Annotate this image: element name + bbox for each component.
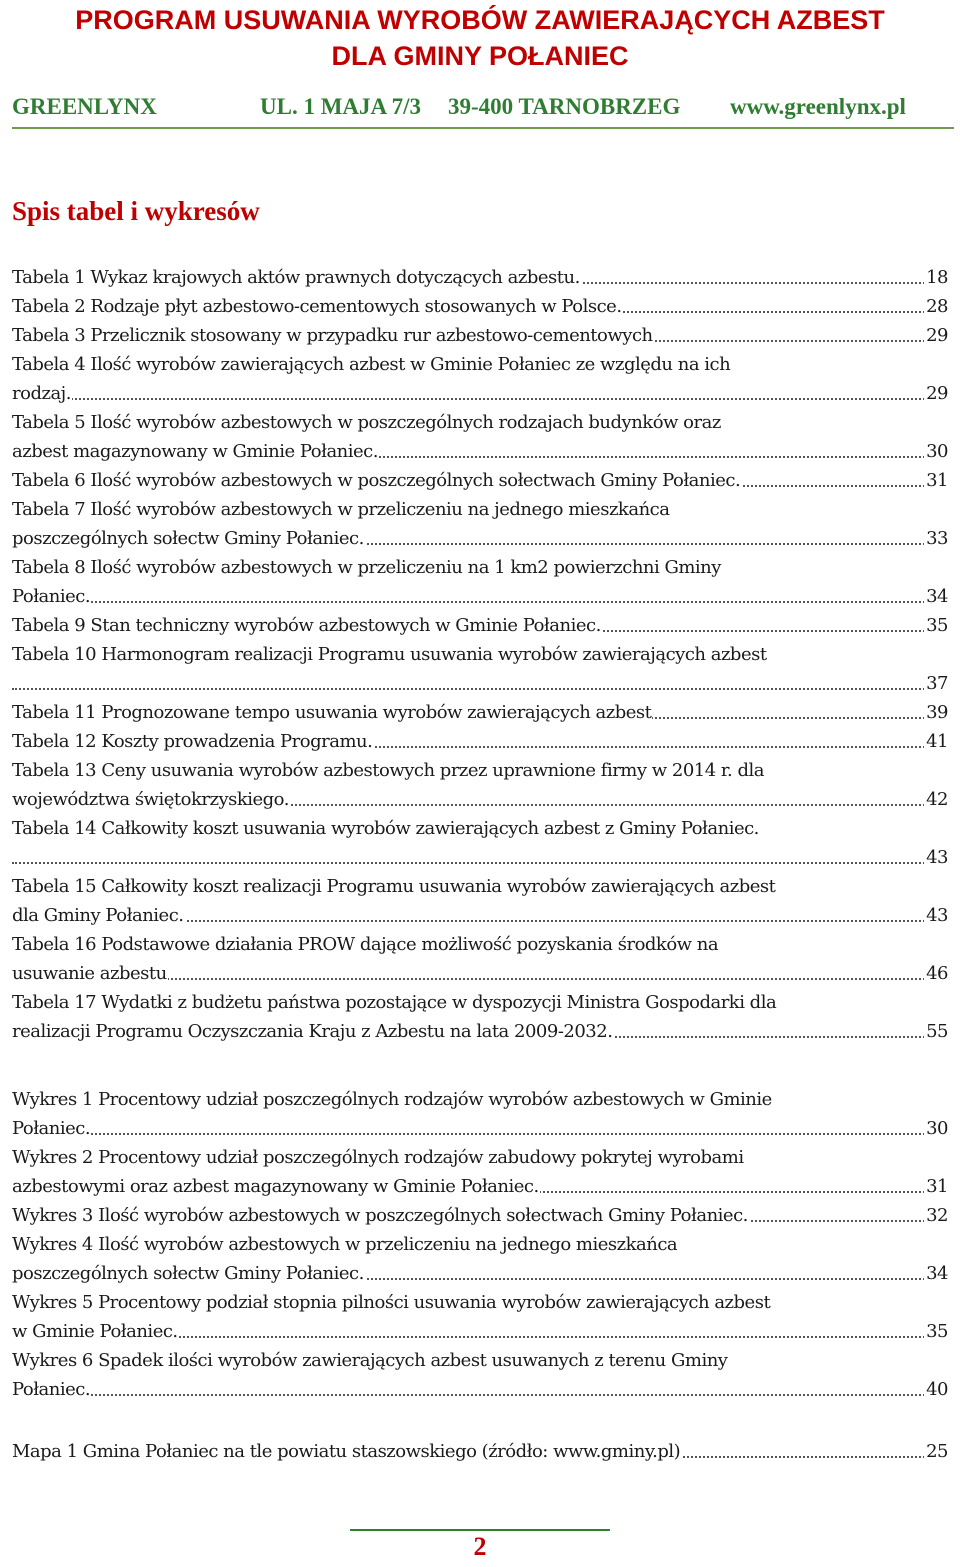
toc-page-number: 41 [924, 727, 948, 756]
toc-entry-text: Tabela 12 Koszty prowadzenia Programu. [12, 731, 373, 752]
toc-entry-text: Tabela 14 Całkowity koszt usuwania wyrobów zawierających azbest z Gminy Połaniec. [12, 818, 759, 839]
toc-entry-text: Tabela 8 Ilość wyrobów azbestowych w przeliczeniu na 1 km2 powierzchni Gminy [12, 557, 721, 578]
toc-entry[interactable] [12, 988, 948, 1046]
toc-entry[interactable] [12, 1143, 948, 1201]
toc-page-number: 32 [924, 1201, 948, 1230]
toc-entry[interactable] [12, 756, 948, 814]
toc-entry[interactable] [12, 930, 948, 988]
toc-entry-text: Wykres 2 Procentowy udział poszczególnych rodzajów zabudowy pokrytej wyrobami [12, 1147, 744, 1168]
toc-entry-text: Tabela 17 Wydatki z budżetu państwa pozostające w dyspozycji Ministra Gospodarki dla [12, 992, 777, 1013]
toc-page-number: 34 [924, 1259, 948, 1288]
toc-entry[interactable] [12, 1201, 948, 1230]
toc-entry-text: poszczególnych sołectw Gminy Połaniec. [12, 528, 364, 549]
toc-entry-text: Tabela 5 Ilość wyrobów azbestowych w poszczególnych rodzajach budynków oraz [12, 412, 721, 433]
toc-list-tables [12, 263, 948, 1046]
toc-entry-text: realizacji Programu Oczyszczania Kraju z Azbestu na lata 2009-2032. [12, 1021, 613, 1042]
toc-entry-text: poszczególnych sołectw Gminy Połaniec. [12, 1263, 364, 1284]
toc-entry-text: Tabela 13 Ceny usuwania wyrobów azbestowych przez uprawnione firmy w 2014 r. dla [12, 760, 764, 781]
toc-page-number: 28 [924, 292, 948, 321]
toc-entry[interactable] [12, 408, 948, 466]
section-title: Spis tabel i wykresów [12, 196, 260, 226]
document-title-line-2: DLA GMINY POŁANIEC [331, 41, 629, 71]
toc-entry-text: Tabela 11 Prognozowane tempo usuwania wyrobów zawierających azbest [12, 702, 652, 723]
page-number: 2 [473, 1532, 487, 1561]
toc-entry[interactable] [12, 553, 948, 611]
toc-entry[interactable] [12, 640, 948, 698]
toc-entry-text: Połaniec. [12, 1118, 91, 1139]
toc-entry-text: Tabela 1 Wykaz krajowych aktów prawnych dotyczących azbestu. [12, 267, 580, 288]
toc-entry[interactable] [12, 814, 948, 872]
toc-entry[interactable] [12, 1346, 948, 1404]
toc-entry-text: dla Gminy Połaniec. [12, 905, 184, 926]
header-divider [12, 127, 954, 129]
toc-entry-text: Tabela 6 Ilość wyrobów azbestowych w poszczególnych sołectwach Gminy Połaniec. [12, 470, 741, 491]
toc-page-number: 35 [924, 611, 948, 640]
toc-entry-text: Tabela 7 Ilość wyrobów azbestowych w przeliczeniu na jednego mieszkańca [12, 499, 670, 520]
toc-page-number: 34 [924, 582, 948, 611]
toc-entry-text: Mapa 1 Gmina Połaniec na tle powiatu staszowskiego (źródło: www.gminy.pl) [12, 1441, 681, 1462]
toc-entry-text: Wykres 3 Ilość wyrobów azbestowych w poszczególnych sołectwach Gminy Połaniec. [12, 1205, 748, 1226]
toc-page-number: 31 [924, 1172, 948, 1201]
toc-page-number: 33 [924, 524, 948, 553]
toc-entry[interactable] [12, 611, 948, 640]
toc-entry[interactable] [12, 872, 948, 930]
toc-page-number: 29 [924, 379, 948, 408]
toc-page-number: 42 [924, 785, 948, 814]
document-title-line-1: PROGRAM USUWANIA WYROBÓW ZAWIERAJĄCYCH AZBEST [75, 5, 885, 35]
toc-entry-text: Tabela 3 Przelicznik stosowany w przypadku rur azbestowo-cementowych [12, 325, 653, 346]
toc-entry[interactable] [12, 1085, 948, 1143]
toc-page-number: 30 [924, 437, 948, 466]
toc-page-number: 31 [924, 466, 948, 495]
toc-entry-text: rodzaj. [12, 383, 71, 404]
toc-entry-text: Tabela 10 Harmonogram realizacji Programu usuwania wyrobów zawierających azbest [12, 644, 767, 665]
toc-entry[interactable] [12, 727, 948, 756]
toc-list-maps [12, 1437, 948, 1466]
company-name: GREENLYNX [12, 94, 157, 119]
toc-entry[interactable] [12, 1230, 948, 1288]
toc-page-number: 40 [924, 1375, 948, 1404]
toc-entry[interactable] [12, 698, 948, 727]
company-website-link[interactable]: www.greenlynx.pl [730, 94, 906, 119]
toc-entry-text: w Gminie Połaniec. [12, 1321, 178, 1342]
toc-entry-text: azbest magazynowany w Gminie Połaniec. [12, 441, 378, 462]
toc-entry[interactable] [12, 495, 948, 553]
toc-page-number: 43 [924, 901, 948, 930]
toc-entry-text: Połaniec. [12, 586, 91, 607]
toc-entry-text: azbestowymi oraz azbest magazynowany w Gminie Połaniec. [12, 1176, 539, 1197]
toc-entry-text: usuwanie azbestu [12, 963, 167, 984]
toc-list-charts [12, 1085, 948, 1404]
company-street: UL. 1 MAJA 7/3 [260, 94, 421, 119]
toc-entry[interactable] [12, 321, 948, 350]
toc-page-number: 18 [924, 263, 948, 292]
toc-entry[interactable] [12, 1288, 948, 1346]
toc-page-number: 30 [924, 1114, 948, 1143]
toc-entry-text: województwa świętokrzyskiego. [12, 789, 289, 810]
company-contact-bar [12, 91, 952, 123]
toc-entry-text: Wykres 4 Ilość wyrobów azbestowych w przeliczeniu na jednego mieszkańca [12, 1234, 678, 1255]
toc-page-number: 35 [924, 1317, 948, 1346]
toc-entry[interactable] [12, 350, 948, 408]
toc-page-number: 43 [924, 843, 948, 872]
toc-entry-text: Wykres 1 Procentowy udział poszczególnych rodzajów wyrobów azbestowych w Gminie [12, 1089, 772, 1110]
toc-entry-text: Tabela 2 Rodzaje płyt azbestowo-cementowych stosowanych w Polsce. [12, 296, 622, 317]
toc-page-number: 39 [924, 698, 948, 727]
toc-entry[interactable] [12, 466, 948, 495]
toc-page-number: 55 [924, 1017, 948, 1046]
toc-entry[interactable] [12, 292, 948, 321]
toc-entry-text: Tabela 4 Ilość wyrobów zawierających azbest w Gminie Połaniec ze względu na ich [12, 354, 731, 375]
toc-page-number: 46 [924, 959, 948, 988]
toc-page-number: 29 [924, 321, 948, 350]
toc-entry-text: Tabela 16 Podstawowe działania PROW dające możliwość pozyskania środków na [12, 934, 719, 955]
toc-entry-text: Wykres 5 Procentowy podział stopnia pilności usuwania wyrobów zawierających azbest [12, 1292, 771, 1313]
toc-entry-text: Tabela 9 Stan techniczny wyrobów azbestowych w Gminie Połaniec. [12, 615, 601, 636]
toc-page-number: 25 [924, 1437, 948, 1466]
toc-page-number: 37 [924, 669, 948, 698]
toc-entry[interactable] [12, 263, 948, 292]
toc-entry[interactable] [12, 1437, 948, 1466]
company-city: 39-400 TARNOBRZEG [448, 94, 681, 119]
toc-entry-text: Wykres 6 Spadek ilości wyrobów zawierających azbest usuwanych z terenu Gminy [12, 1350, 728, 1371]
toc-entry-text: Tabela 15 Całkowity koszt realizacji Programu usuwania wyrobów zawierających azbest [12, 876, 776, 897]
toc-entry-text: Połaniec. [12, 1379, 91, 1400]
